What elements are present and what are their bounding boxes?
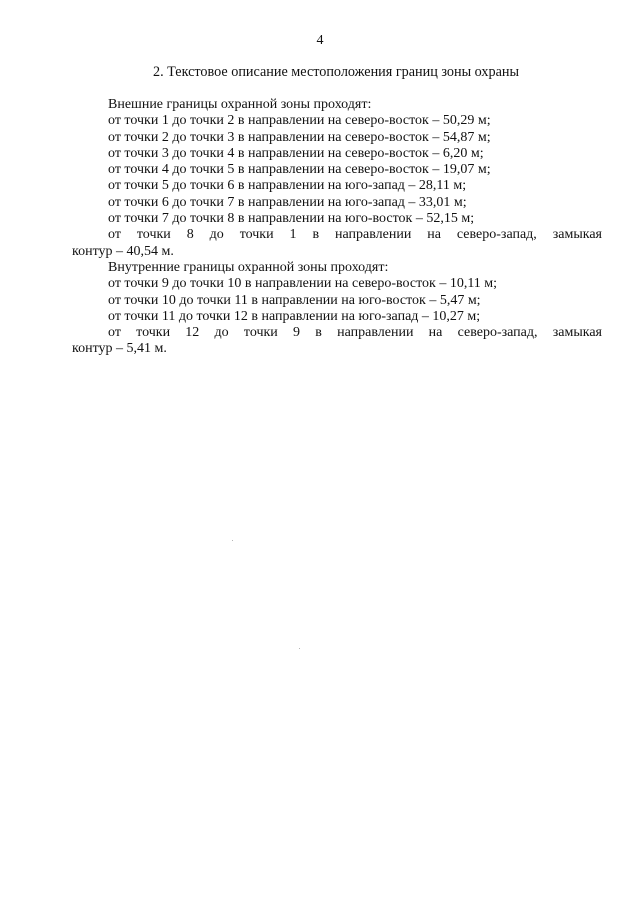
- scan-speck: [299, 648, 300, 649]
- outer-boundaries-heading: Внешние границы охранной зоны проходят:: [108, 97, 372, 112]
- inner-closing-line: от точки 12 до точки 9 в направлении на северо-запад, замыкая: [108, 325, 602, 341]
- outer-boundary-line: от точки 3 до точки 4 в направлении на северо-восток – 6,20 м;: [108, 145, 484, 161]
- boundary-description: [72, 97, 602, 358]
- outer-boundary-line: от точки 2 до точки 3 в направлении на северо-восток – 54,87 м;: [108, 129, 491, 145]
- scan-speck: [232, 540, 233, 541]
- outer-boundary-line: от точки 1 до точки 2 в направлении на северо-восток – 50,29 м;: [108, 113, 491, 129]
- page-number: 4: [316, 33, 324, 48]
- inner-boundary-line: от точки 9 до точки 10 в направлении на северо-восток – 10,11 м;: [108, 276, 498, 292]
- section-heading: 2. Текстовое описание местоположения границ зоны охраны: [152, 64, 520, 80]
- outer-boundary-line: от точки 7 до точки 8 в направлении на юго-восток – 52,15 м;: [108, 211, 475, 227]
- outer-boundary-line: от точки 6 до точки 7 в направлении на юго-запад – 33,01 м;: [108, 194, 467, 210]
- outer-boundary-line: от точки 5 до точки 6 в направлении на юго-запад – 28,11 м;: [108, 178, 467, 194]
- inner-closing-continuation: контур – 5,41 м.: [72, 341, 167, 357]
- inner-boundaries-heading: Внутренние границы охранной зоны проходят:: [108, 259, 389, 275]
- outer-closing-continuation: контур – 40,54 м.: [72, 243, 174, 259]
- inner-boundary-line: от точки 10 до точки 11 в направлении на юго-восток – 5,47 м;: [108, 292, 481, 308]
- inner-boundary-line: от точки 11 до точки 12 в направлении на юго-запад – 10,27 м;: [108, 308, 481, 324]
- outer-boundary-line: от точки 4 до точки 5 в направлении на северо-восток – 19,07 м;: [108, 162, 491, 178]
- outer-closing-line: от точки 8 до точки 1 в направлении на северо-запад, замыкая: [108, 227, 602, 243]
